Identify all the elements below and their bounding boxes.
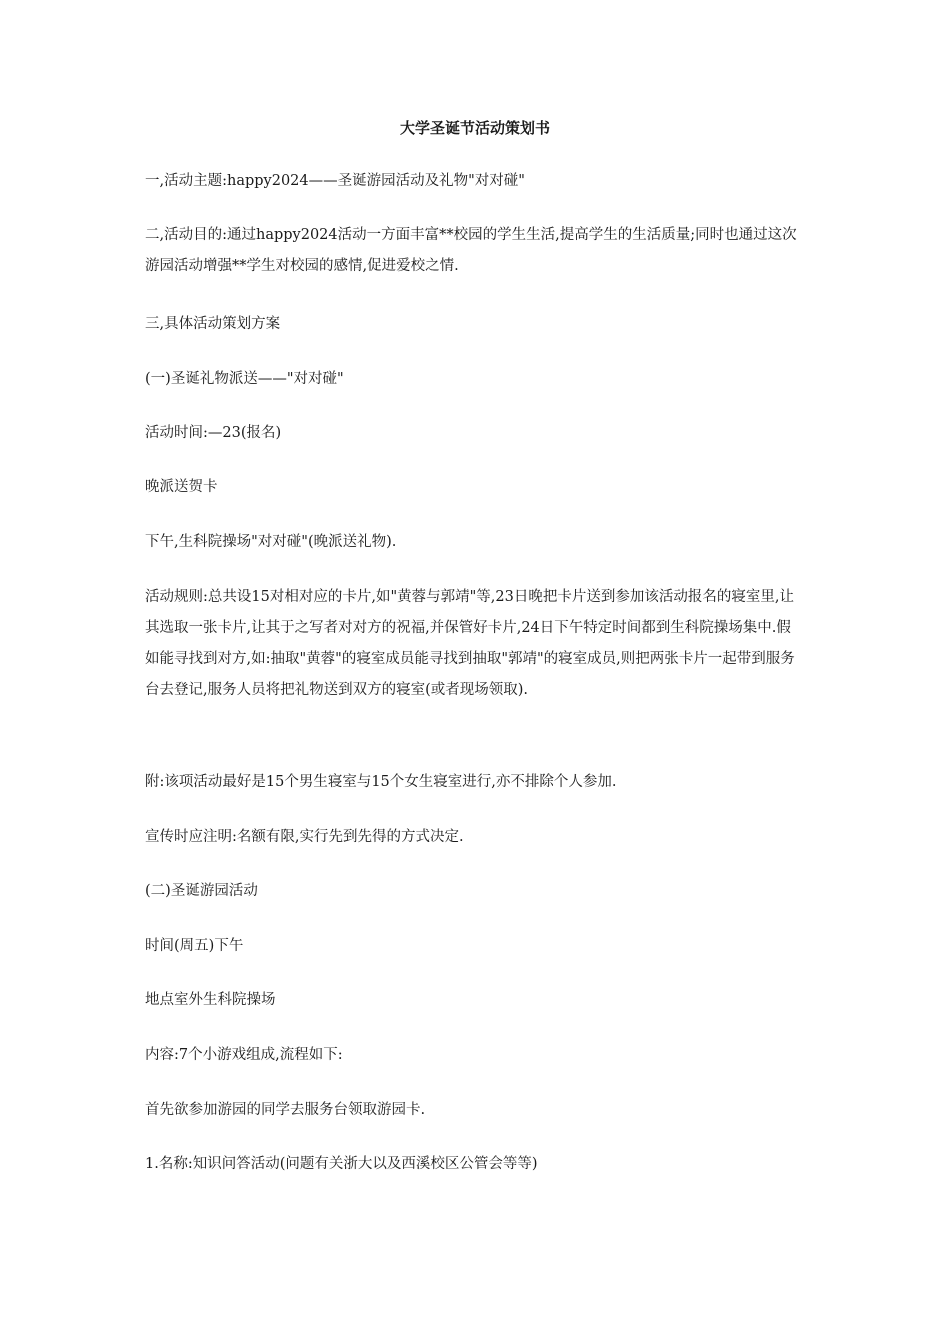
paragraph-afternoon-location: 下午,生科院操场"对对碰"(晚派送礼物). [145,534,397,550]
paragraph-section-one-heading: (一)圣诞礼物派送——"对对碰" [145,371,344,387]
paragraph-item-one: 1.名称:知识问答活动(问题有关浙大以及西溪校区公管会等等) [145,1156,538,1172]
paragraph-content: 内容:7个小游戏组成,流程如下: [145,1047,343,1063]
paragraph-appendix: 附:该项活动最好是15个男生寝室与15个女生寝室进行,亦不排除个人参加. [145,774,617,790]
paragraph-theme: 一,活动主题:happy2024——圣诞游园活动及礼物"对对碰" [145,173,525,189]
paragraph-publicity-note: 宣传时应注明:名额有限,实行先到先得的方式决定. [145,829,464,845]
paragraph-purpose: 二,活动目的:通过happy2024活动一方面丰富**校园的学生生活,提高学生的生活质量;同时也通过这次游园活动增强**学生对校园的感情,促进爱校之情. [145,227,797,274]
document-title: 大学圣诞节活动策划书 [399,119,550,137]
paragraph-location: 地点室外生科院操场 [145,992,276,1008]
paragraph-activity-time: 活动时间:—23(报名) [145,425,282,441]
paragraph-first-step: 首先欲参加游园的同学去服务台领取游园卡. [145,1102,426,1118]
paragraph-evening-cards: 晚派送贺卡 [145,479,218,495]
paragraph-time: 时间(周五)下午 [145,938,244,954]
paragraph-activity-rules: 活动规则:总共设15对相对应的卡片,如"黄蓉与郭靖"等,23日晚把卡片送到参加该活动报名的寝室里,让其选取一张卡片,让其于之写者对对方的祝福,并保管好卡片,24日下午特定时间都到生科院操场集中.假如能寻找到对方,如:抽取"黄蓉"的寝室成员能寻找到抽取"郭靖"的寝室成员,则把两张卡片一起带到服务台去登记,服务人员将把礼物送到双方的寝室(或者现场领取). [145,589,795,698]
paragraph-plan-heading: 三,具体活动策划方案 [145,316,281,332]
paragraph-section-two-heading: (二)圣诞游园活动 [145,883,258,899]
